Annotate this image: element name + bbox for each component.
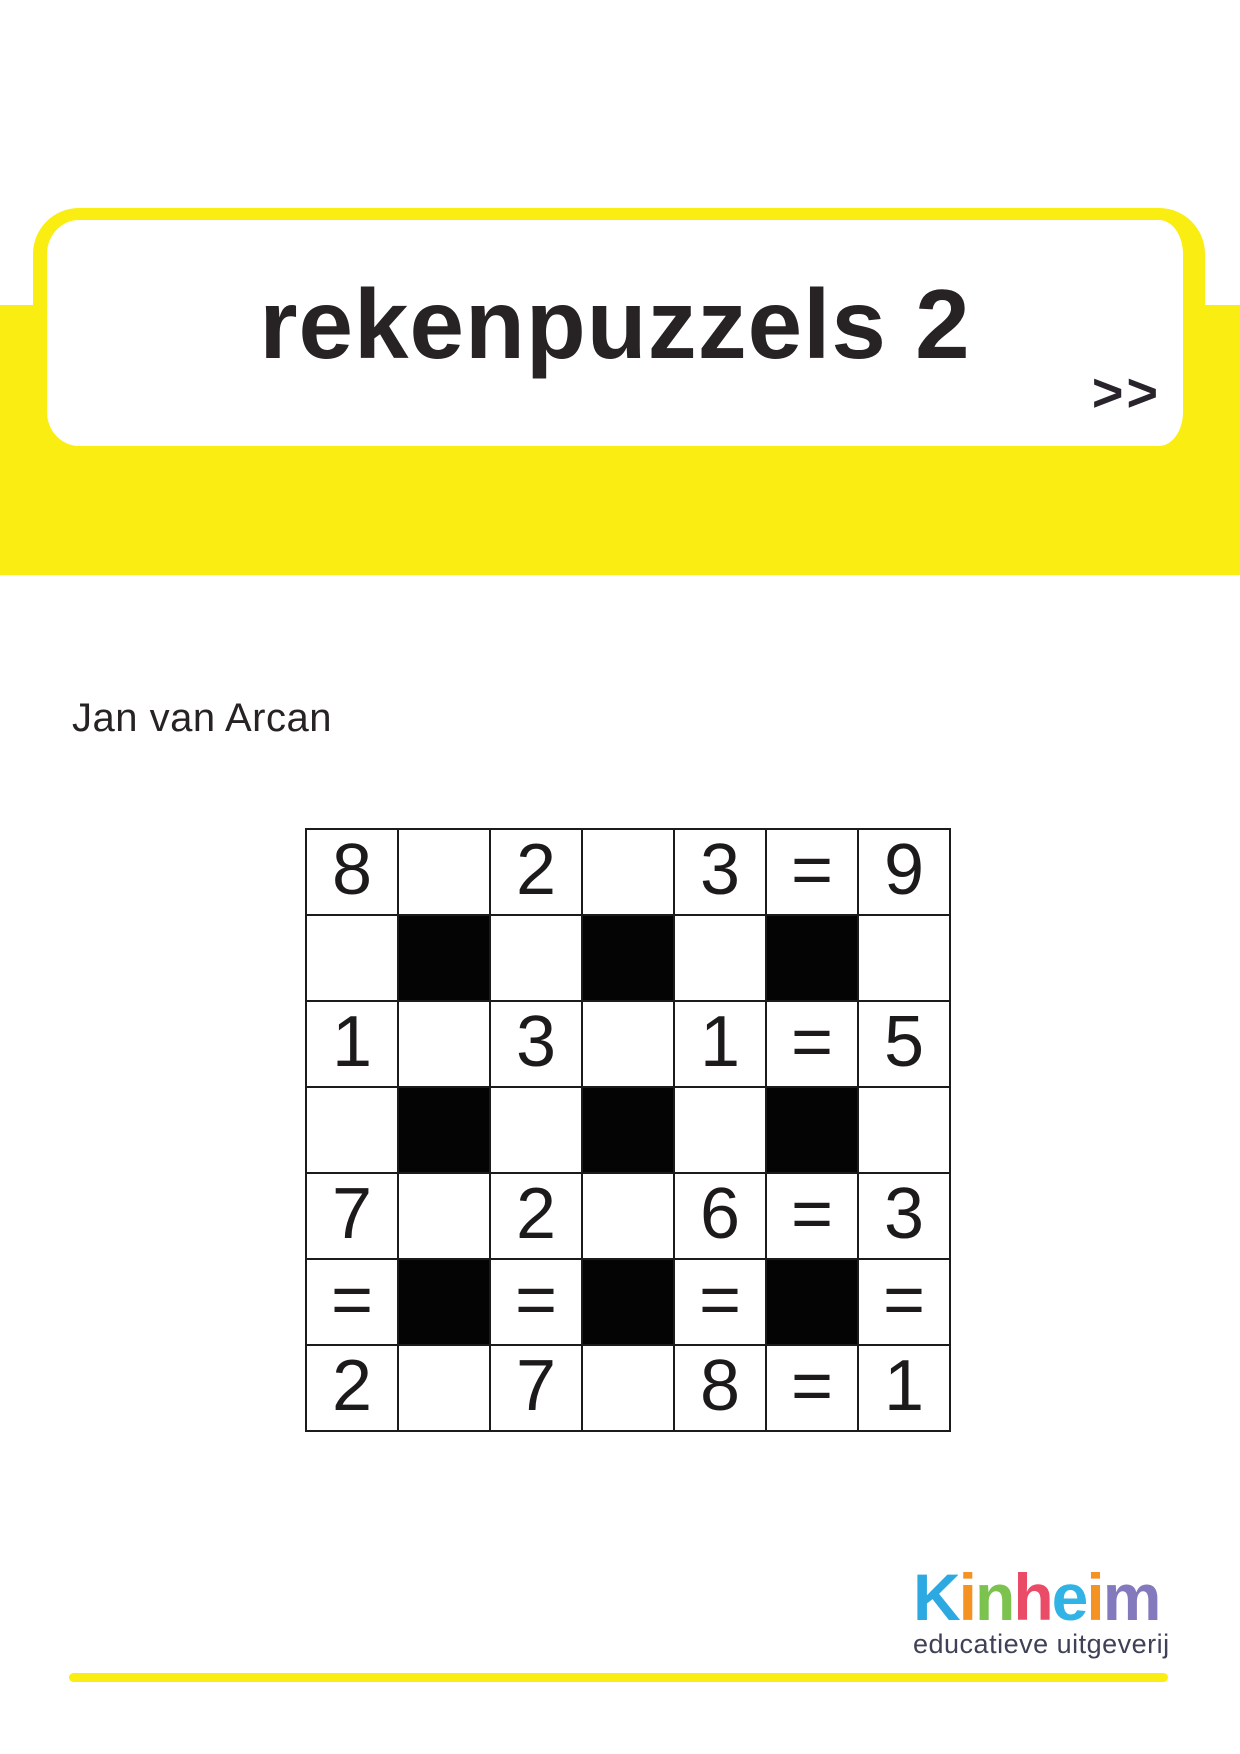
puzzle-cell bbox=[583, 1346, 673, 1430]
puzzle-cell bbox=[583, 830, 673, 914]
puzzle-cell: 8 bbox=[307, 830, 397, 914]
kinheim-logo bbox=[913, 1560, 1170, 1660]
footer-rule bbox=[69, 1673, 1168, 1682]
puzzle-cell: = bbox=[491, 1260, 581, 1344]
puzzle-cell: 3 bbox=[675, 830, 765, 914]
puzzle-grid bbox=[305, 828, 951, 1432]
title-box bbox=[33, 208, 1205, 458]
logo-wordmark bbox=[913, 1560, 1170, 1634]
puzzle-cell-black bbox=[767, 916, 857, 1000]
puzzle-cell: 3 bbox=[491, 1002, 581, 1086]
puzzle-cell bbox=[491, 916, 581, 1000]
page-title: rekenpuzzels 2 bbox=[259, 269, 971, 379]
puzzle-cell: = bbox=[675, 1260, 765, 1344]
logo-letter: h bbox=[1013, 1560, 1052, 1634]
puzzle-cell: 2 bbox=[307, 1346, 397, 1430]
puzzle-cell: = bbox=[767, 1174, 857, 1258]
puzzle-cell: 6 bbox=[675, 1174, 765, 1258]
puzzle-cell-black bbox=[583, 916, 673, 1000]
puzzle-cell bbox=[399, 1346, 489, 1430]
logo-letter: e bbox=[1051, 1560, 1087, 1634]
puzzle-cell: = bbox=[767, 1346, 857, 1430]
logo-letter: m bbox=[1102, 1560, 1160, 1634]
puzzle-cell bbox=[399, 830, 489, 914]
puzzle-cell: = bbox=[859, 1260, 949, 1344]
puzzle-cell bbox=[491, 1088, 581, 1172]
logo-letter: K bbox=[913, 1560, 959, 1634]
puzzle-cell: 7 bbox=[307, 1174, 397, 1258]
puzzle-cell bbox=[675, 1088, 765, 1172]
puzzle-cell: 3 bbox=[859, 1174, 949, 1258]
puzzle-cell bbox=[399, 1174, 489, 1258]
puzzle-cell bbox=[583, 1002, 673, 1086]
puzzle-cell: 5 bbox=[859, 1002, 949, 1086]
logo-letter: n bbox=[975, 1560, 1014, 1634]
puzzle-cell-black bbox=[399, 1088, 489, 1172]
puzzle-cell-black bbox=[583, 1088, 673, 1172]
puzzle-cell bbox=[859, 1088, 949, 1172]
puzzle-cell: 9 bbox=[859, 830, 949, 914]
puzzle-cell: 8 bbox=[675, 1346, 765, 1430]
puzzle-cell: 7 bbox=[491, 1346, 581, 1430]
puzzle-cell bbox=[399, 1002, 489, 1086]
author-name: Jan van Arcan bbox=[72, 696, 332, 740]
double-chevron-icon: >> bbox=[1091, 363, 1161, 423]
logo-letter: i bbox=[958, 1560, 976, 1634]
puzzle-cell bbox=[859, 916, 949, 1000]
puzzle-cell: 2 bbox=[491, 1174, 581, 1258]
puzzle-cell: = bbox=[767, 1002, 857, 1086]
puzzle-cell-black bbox=[583, 1260, 673, 1344]
puzzle-cell: 1 bbox=[859, 1346, 949, 1430]
puzzle-cell bbox=[675, 916, 765, 1000]
puzzle-cell: 1 bbox=[675, 1002, 765, 1086]
puzzle-cell bbox=[583, 1174, 673, 1258]
logo-letter: i bbox=[1086, 1560, 1103, 1634]
puzzle-cell-black bbox=[399, 916, 489, 1000]
logo-subtitle: educatieve uitgeverij bbox=[913, 1629, 1170, 1659]
puzzle-cell: 2 bbox=[491, 830, 581, 914]
puzzle-cell: 1 bbox=[307, 1002, 397, 1086]
puzzle-cell-black bbox=[767, 1260, 857, 1344]
puzzle-cell: = bbox=[307, 1260, 397, 1344]
puzzle-cell bbox=[307, 916, 397, 1000]
puzzle-cell-black bbox=[399, 1260, 489, 1344]
puzzle-cell-black bbox=[767, 1088, 857, 1172]
puzzle-cell bbox=[307, 1088, 397, 1172]
puzzle-cell: = bbox=[767, 830, 857, 914]
